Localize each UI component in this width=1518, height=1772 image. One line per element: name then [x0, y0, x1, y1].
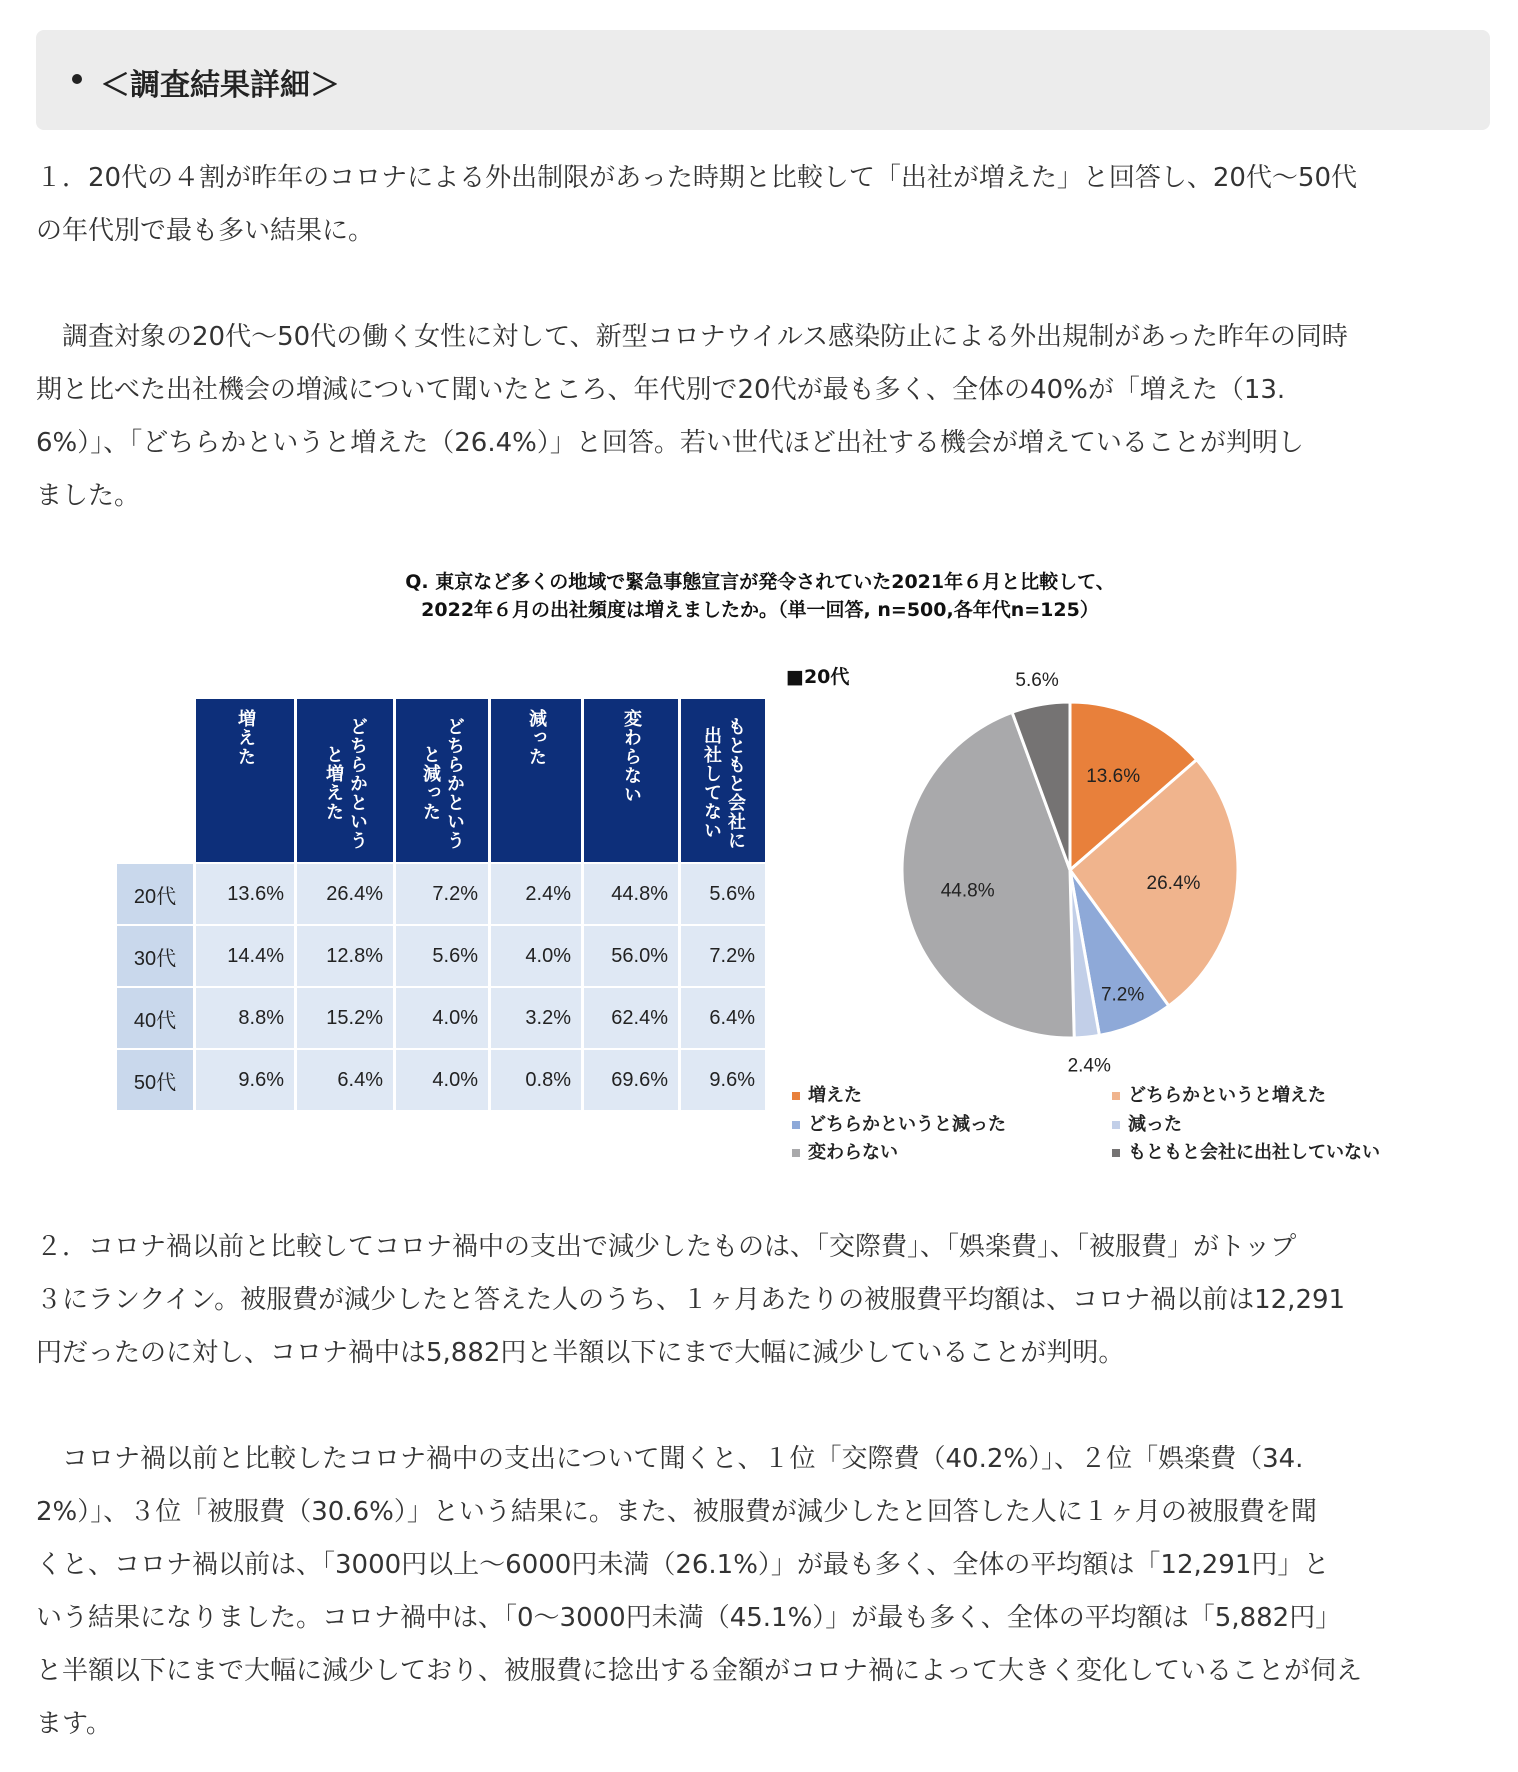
table-cell: 5.6%: [681, 864, 765, 924]
table-row-header: 20代: [117, 864, 193, 924]
chart-title-line2: 2022年６月の出社頻度は増えましたか。（単一回答, n=500,各年代n=125）: [421, 599, 1099, 621]
pie-chart: [860, 670, 1280, 1090]
table-cell: 9.6%: [681, 1050, 765, 1110]
table-cell: 7.2%: [396, 864, 488, 924]
legend-swatch: [792, 1149, 800, 1157]
pie-value-label: 26.4%: [1146, 872, 1201, 894]
legend-swatch: [1112, 1092, 1120, 1100]
legend-item: [1112, 1081, 1326, 1107]
legend-swatch: [1112, 1149, 1120, 1157]
table-cell: 14.4%: [196, 926, 294, 986]
legend-item: [792, 1081, 862, 1107]
section-header: [36, 30, 1490, 130]
table-cell: 6.4%: [681, 988, 765, 1048]
table-cell: 62.4%: [584, 988, 678, 1048]
legend-label: 変わらない: [808, 1142, 898, 1163]
legend-item: [1112, 1138, 1380, 1164]
section2-body: コロナ禍以前と比較したコロナ禍中の支出について聞くと、１位「交際費（40.2%）」、２位「娯楽費（34. 2%）」、３位「被服費（30.6%）」という結果に。また、被服費が減少したと回答した人に１ヶ月の被服費を聞 くと、コロナ禍以前は、「3000円以上〜6000円未満（26.1%）」が最も多く、全体の平均額は「12,291円」と いう結果になりました。コロナ禍中は、「0〜3000円未満（45.1%）」が最も多く、全体の平均額は「5,882円」 と半額以下にまで大幅に減少しており、被服費に捻出する金額がコロナ禍によって大きく変化していることが伺え ます。: [36, 1444, 1363, 1739]
table-cell: 8.8%: [196, 988, 294, 1048]
table-cell: 5.6%: [396, 926, 488, 986]
section-title: ＜調査結果詳細＞: [100, 68, 340, 103]
legend-swatch: [1112, 1121, 1120, 1129]
legend-swatch: [792, 1092, 800, 1100]
chart-title-line1: Q. 東京など多くの地域で緊急事態宣言が発令されていた2021年６月と比較して、: [405, 571, 1115, 593]
table-cell: 3.2%: [491, 988, 581, 1048]
pie-value-label: 7.2%: [1100, 984, 1145, 1006]
table-cell: 12.8%: [297, 926, 393, 986]
results-table: [114, 697, 768, 1112]
table-header-row: [117, 699, 765, 862]
table-cell: 15.2%: [297, 988, 393, 1048]
table-row-header: 50代: [117, 1050, 193, 1110]
pie-value-label: 2.4%: [1067, 1055, 1111, 1077]
table-col-header: 減った: [491, 699, 581, 862]
table-corner: [117, 699, 193, 862]
table-cell: 13.6%: [196, 864, 294, 924]
table-row: [117, 988, 765, 1048]
legend-label: どちらかというと減った: [808, 1114, 1006, 1135]
legend-swatch: [792, 1121, 800, 1129]
table-cell: 7.2%: [681, 926, 765, 986]
legend-item: [792, 1138, 898, 1164]
table-cell: 9.6%: [196, 1050, 294, 1110]
pie-series-label: ■20代: [786, 666, 850, 688]
table-row: [117, 926, 765, 986]
legend-item: [792, 1110, 1006, 1136]
section2-heading: ２．コロナ禍以前と比較してコロナ禍中の支出で減少したものは、「交際費」、「娯楽費」、「被服費」がトップ ３にランクイン。被服費が減少したと答えた人のうち、１ヶ月あたりの被服費平均額は、コロナ禍以前は12,291 円だったのに対し、コロナ禍中は5,882円と半額以下にまで大幅に減少していることが判明。: [36, 1232, 1346, 1368]
legend-label: 減った: [1128, 1114, 1182, 1135]
table-cell: 4.0%: [396, 1050, 488, 1110]
table-cell: 0.8%: [491, 1050, 581, 1110]
table-cell: 69.6%: [584, 1050, 678, 1110]
section1-heading: １．20代の４割が昨年のコロナによる外出制限があった時期と比較して「出社が増えた」と回答し、20代〜50代 の年代別で最も多い結果に。: [36, 163, 1357, 246]
table-cell: 4.0%: [491, 926, 581, 986]
table-row-header: 30代: [117, 926, 193, 986]
table-col-header: 変わらない: [584, 699, 678, 862]
section1-body: 調査対象の20代〜50代の働く女性に対して、新型コロナウイルス感染防止による外出規制があった昨年の同時 期と比べた出社機会の増減について聞いたところ、年代別で20代が最も多く、全体の40%が「増えた（13. 6%）」、「どちらかというと増えた（26.4%）」と回答。若い世代ほど出社する機会が増えていることが判明し ました。: [36, 322, 1348, 511]
legend-label: もともと会社に出社していない: [1128, 1142, 1380, 1163]
table-cell: 44.8%: [584, 864, 678, 924]
table-row: [117, 1050, 765, 1110]
pie-value-label: 13.6%: [1086, 766, 1141, 788]
table-col-header: 増えた: [196, 699, 294, 862]
pie-value-label: 44.8%: [940, 880, 995, 902]
bullet-icon: [72, 74, 82, 84]
table-cell: 26.4%: [297, 864, 393, 924]
table-col-header: どちらかというと減った: [396, 699, 488, 862]
table-cell: 4.0%: [396, 988, 488, 1048]
table-cell: 2.4%: [491, 864, 581, 924]
table-col-header: もともと会社に出社してない: [681, 699, 765, 862]
table-cell: 6.4%: [297, 1050, 393, 1110]
legend-label: どちらかというと増えた: [1128, 1085, 1326, 1106]
legend-label: 増えた: [808, 1085, 862, 1106]
pie-value-label: 5.6%: [1015, 670, 1059, 691]
table-cell: 56.0%: [584, 926, 678, 986]
table-col-header: どちらかというと増えた: [297, 699, 393, 862]
table-row-header: 40代: [117, 988, 193, 1048]
table-row: [117, 864, 765, 924]
legend-item: [1112, 1110, 1182, 1136]
